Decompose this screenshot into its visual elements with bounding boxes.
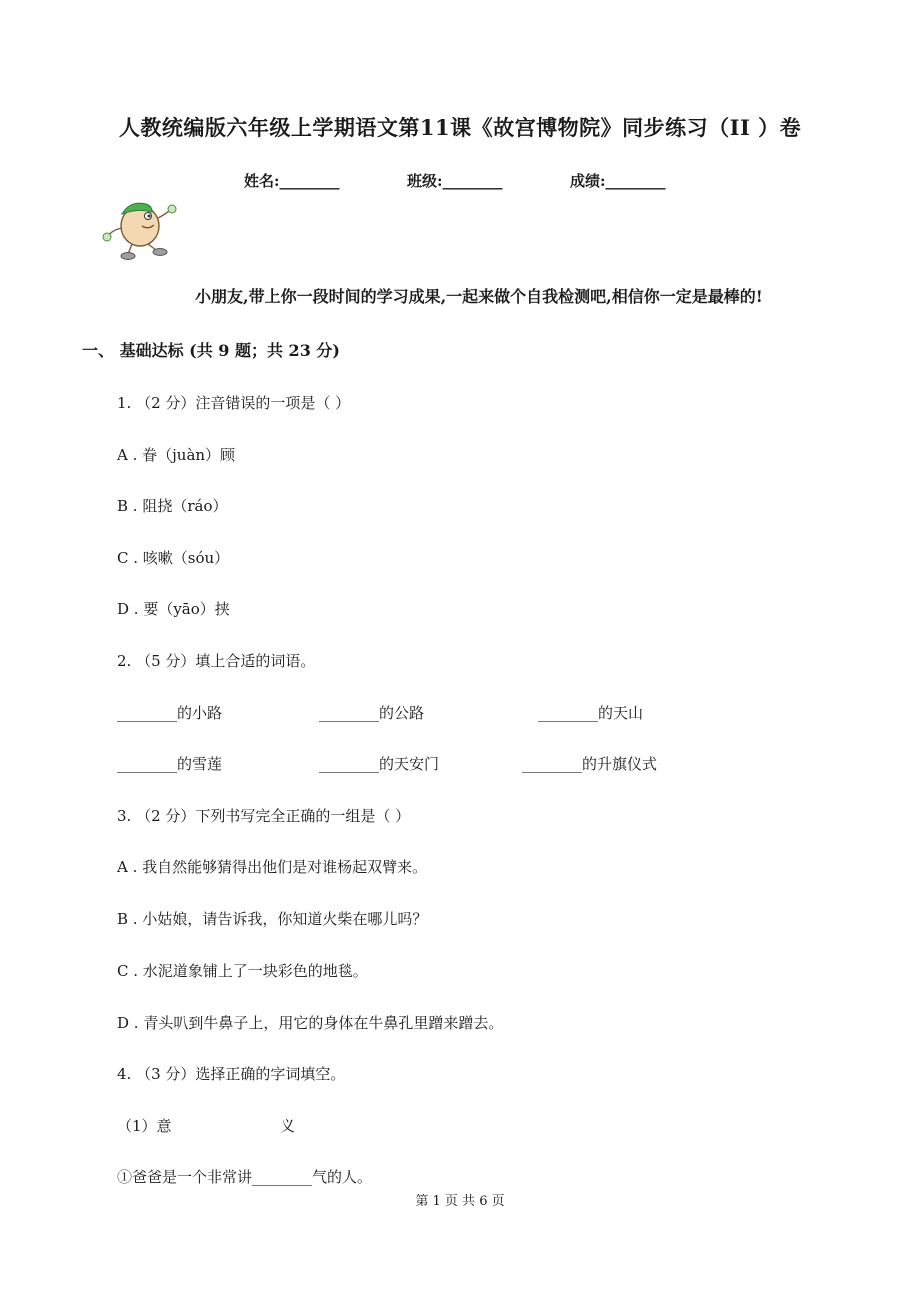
q3-option-b: B . 小姑娘，请告诉我，你知道火柴在哪儿吗？ <box>117 910 428 928</box>
q2-blank: ________的天山 <box>538 704 644 722</box>
page-title: 人教统编版六年级上学期语文第11课《故宫博物院》同步练习（II ）卷 <box>118 115 802 140</box>
q4-sub1-label: （1）意 <box>117 1117 172 1135</box>
q1-stem: 1. （2 分）注音错误的一项是（ ） <box>117 394 351 412</box>
score-field: 成绩:________ <box>570 172 666 190</box>
q1-option-a: A . 眷（juàn）顾 <box>117 446 236 464</box>
q2-stem: 2. （5 分）填上合适的词语。 <box>117 652 316 670</box>
class-field: 班级:________ <box>407 172 503 190</box>
q3-option-c: C . 水泥道象铺上了一块彩色的地毯。 <box>117 962 368 980</box>
q2-blank: ________的升旗仪式 <box>522 755 658 773</box>
page-footer: 第 1 页 共 6 页 <box>415 1194 505 1209</box>
q3-option-a: A . 我自然能够猜得出他们是对谁杨起双臂来。 <box>117 858 428 876</box>
q2-blank: ________的天安门 <box>319 755 440 773</box>
q1-option-b: B . 阻挠（ráo） <box>117 497 228 515</box>
section-heading: 一、 基础达标 (共 9 题；共 23 分) <box>82 341 340 360</box>
q4-stem: 4. （3 分）选择正确的字词填空。 <box>117 1065 346 1083</box>
q2-blank: ________的小路 <box>117 704 223 722</box>
q2-blank: ________的雪莲 <box>117 755 223 773</box>
q3-option-d: D . 青头叭到牛鼻子上，用它的身体在牛鼻孔里蹭来蹭去。 <box>117 1014 504 1032</box>
q1-option-d: D . 要（yāo）挟 <box>117 600 230 618</box>
name-field: 姓名:________ <box>244 172 340 190</box>
mascot-icon <box>100 196 182 262</box>
greeting-text: 小朋友,带上你一段时间的学习成果,一起来做个自我检测吧,相信你一定是最棒的! <box>195 287 763 306</box>
q4-sub1-option: 义 <box>280 1117 296 1135</box>
q1-option-c: C . 咳嗽（sóu） <box>117 549 230 567</box>
q2-blank: ________的公路 <box>319 704 425 722</box>
q4-line1: ①爸爸是一个非常讲________气的人。 <box>117 1168 373 1186</box>
q3-stem: 3. （2 分）下列书写完全正确的一组是（ ） <box>117 807 411 825</box>
